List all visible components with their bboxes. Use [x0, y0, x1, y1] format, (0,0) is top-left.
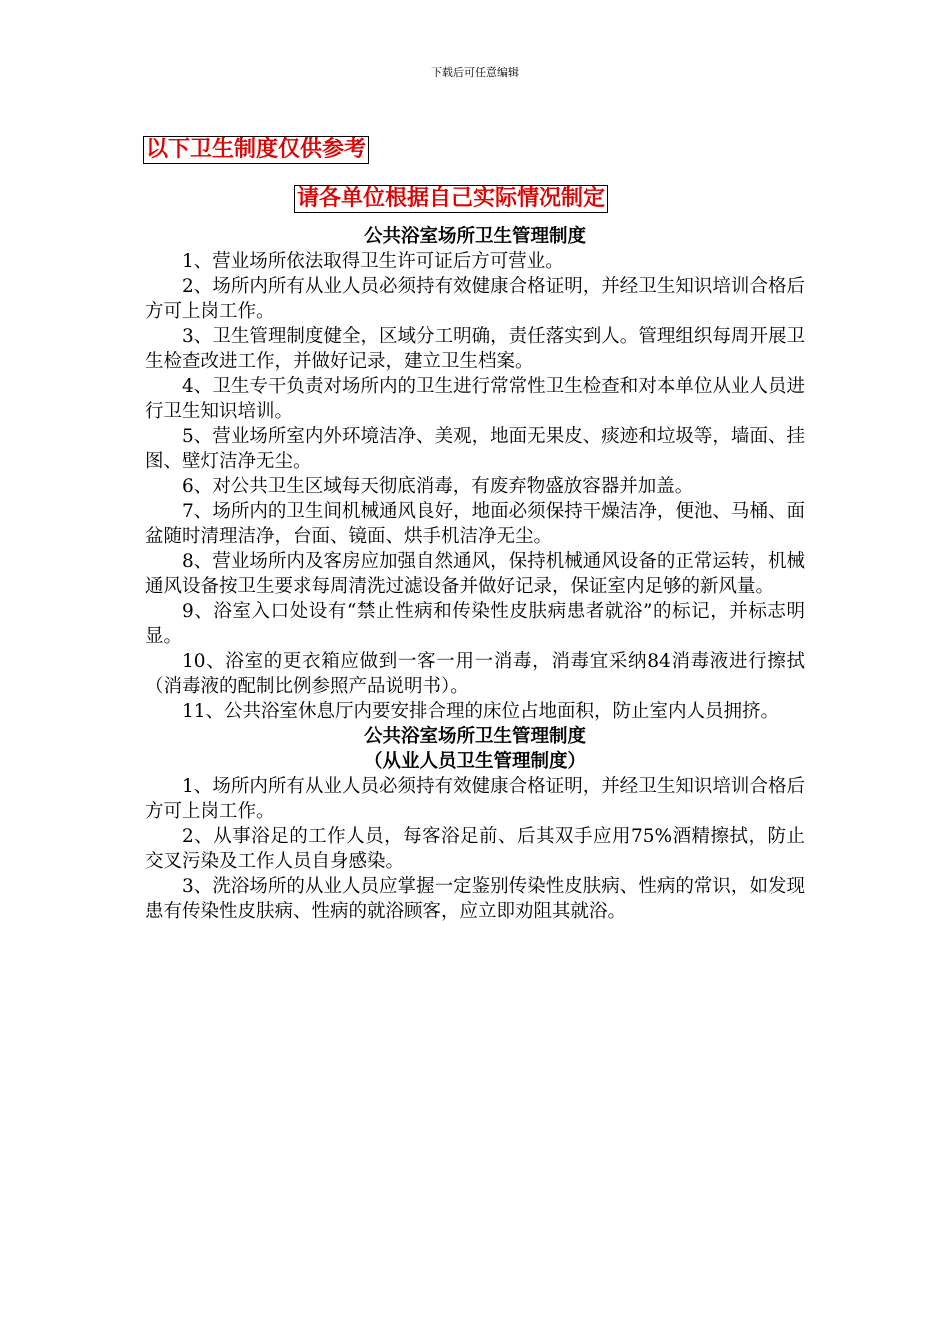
section1-paragraph: 4、卫生专干负责对场所内的卫生进行常常性卫生检查和对本单位从业人员进行卫生知识培训。	[145, 376, 805, 422]
section1-paragraph: 9、浴室入口处设有“禁止性病和传染性皮肤病患者就浴”的标记，并标志明显。	[145, 601, 805, 647]
section1-title: 公共浴室场所卫生管理制度	[363, 226, 586, 247]
reference-notice: 以下卫生制度仅供参考	[143, 136, 369, 164]
section2-paragraph: 3、洗浴场所的从业人员应掌握一定鉴别传染性皮肤病、性病的常识，如发现患有传染性皮肤病、性病的就浴顾客，应立即劝阻其就浴。	[145, 876, 805, 922]
section1-paragraph: 7、场所内的卫生间机械通风良好，地面必须保持干燥洁净，便池、马桶、面盆随时清理洁净，台面、镜面、烘手机洁净无尘。	[145, 501, 805, 547]
section1-paragraph: 5、营业场所室内外环境洁净、美观，地面无果皮、痰迹和垃圾等，墙面、挂图、壁灯洁净无尘。	[145, 426, 805, 472]
section1-paragraph: 6、对公共卫生区域每天彻底消毒，有废弃物盛放容器并加盖。	[182, 476, 694, 497]
document-body	[145, 224, 805, 924]
page-header-note: 下载后可任意编辑	[431, 66, 519, 79]
section2-title: 公共浴室场所卫生管理制度	[363, 726, 586, 747]
section1-paragraph: 8、营业场所内及客房应加强自然通风，保持机械通风设备的正常运转，机械通风设备按卫生要求每周清洗过滤设备并做好记录，保证室内足够的新风量。	[145, 551, 805, 597]
section2-paragraph: 1、场所内所有从业人员必须持有效健康合格证明，并经卫生知识培训合格后方可上岗工作。	[145, 776, 805, 822]
section1-paragraph: 1、营业场所依法取得卫生许可证后方可营业。	[182, 251, 564, 272]
section1-paragraph: 3、卫生管理制度健全，区域分工明确，责任落实到人。管理组织每周开展卫生检查改进工作，并做好记录，建立卫生档案。	[145, 326, 805, 372]
customize-notice: 请各单位根据自己实际情况制定	[294, 185, 608, 213]
section1-paragraph: 10、浴室的更衣箱应做到一客一用一消毒，消毒宜采纳84消毒液进行擦拭（消毒液的配制比例参照产品说明书）。	[145, 651, 805, 697]
section1-paragraph: 2、场所内所有从业人员必须持有效健康合格证明，并经卫生知识培训合格后方可上岗工作。	[145, 276, 805, 322]
section2-paragraph: 2、从事浴足的工作人员，每客浴足前、后其双手应用75%酒精擦拭，防止交叉污染及工作人员自身感染。	[145, 826, 805, 872]
section1-paragraph: 11、公共浴室休息厅内要安排合理的床位占地面积，防止室内人员拥挤。	[182, 701, 780, 722]
section2-subtitle: （从业人员卫生管理制度）	[363, 751, 586, 772]
